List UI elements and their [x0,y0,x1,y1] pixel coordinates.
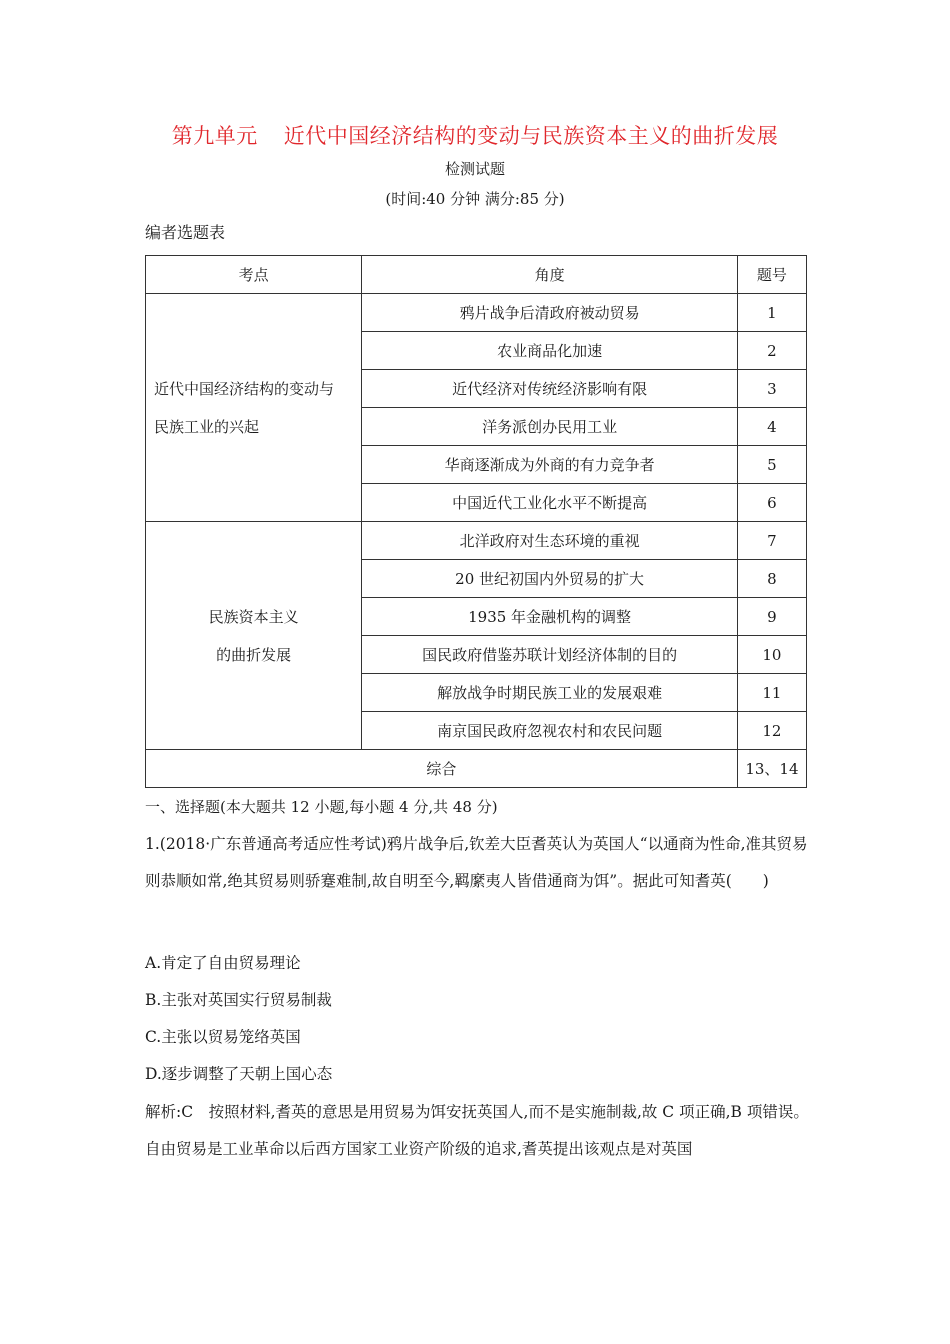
number-cell: 4 [737,408,806,446]
option-b: B.主张对英国实行贸易制裁 [145,991,332,1009]
option-d: D.逐步调整了天朝上国心态 [145,1065,333,1083]
unit-title: 近代中国经济结构的变动与民族资本主义的曲折发展 [283,124,779,148]
time-info: (时间:40 分钟 满分:85 分) [385,190,565,208]
header-topic: 考点 [146,256,362,294]
summary-label: 综合 [146,750,738,788]
number-cell: 8 [737,560,806,598]
number-cell: 10 [737,636,806,674]
summary-row [146,750,807,788]
angle-cell: 近代经济对传统经济影响有限 [362,370,738,408]
topic-line: 近代中国经济结构的变动与 [154,379,335,398]
angle-cell: 南京国民政府忽视农村和农民问题 [362,712,738,750]
angle-cell: 1935 年金融机构的调整 [362,598,738,636]
question-stem: 1.(2018·广东普通高考适应性考试)鸦片战争后,钦差大臣耆英认为英国人“以通商为性命,准其贸易则恭顺如常,绝其贸易则骄蹇难制,故自明至今,羁縻夷人皆借通商为饵”。据此可知耆英( ) [145,835,808,890]
table-header-row [146,256,807,294]
number-cell: 9 [737,598,806,636]
option-c: C.主张以贸易笼络英国 [145,1028,301,1046]
topic-line: 的曲折发展 [216,645,292,664]
unit-label: 第九单元 [171,124,258,148]
topic-cell-2 [146,522,362,750]
number-cell: 6 [737,484,806,522]
angle-cell: 洋务派创办民用工业 [362,408,738,446]
page-title [0,120,950,150]
analysis-text: 解析:C 按照材料,耆英的意思是用贸易为饵安抚英国人,而不是实施制裁,故 C 项正确,B 项错误。自由贸易是工业革命以后西方国家工业资产阶级的追求,耆英提出该观点是对英国 [145,1103,809,1158]
table-label: 编者选题表 [145,223,226,242]
angle-cell: 解放战争时期民族工业的发展艰难 [362,674,738,712]
number-cell: 12 [737,712,806,750]
number-cell: 11 [737,674,806,712]
option-a: A.肯定了自由贸易理论 [145,954,301,972]
header-number: 题号 [737,256,806,294]
angle-cell: 华商逐渐成为外商的有力竞争者 [362,446,738,484]
table-row [146,522,807,560]
number-cell: 3 [737,370,806,408]
topic-line: 民族工业的兴起 [154,417,260,436]
number-cell: 1 [737,294,806,332]
selection-table [145,255,807,788]
header-angle: 角度 [362,256,738,294]
angle-cell: 北洋政府对生态环境的重视 [362,522,738,560]
angle-cell: 20 世纪初国内外贸易的扩大 [362,560,738,598]
number-cell: 2 [737,332,806,370]
angle-cell: 国民政府借鉴苏联计划经济体制的目的 [362,636,738,674]
topic-cell-1 [146,294,362,522]
angle-cell: 农业商品化加速 [362,332,738,370]
subtitle: 检测试题 [444,160,505,178]
angle-cell: 鸦片战争后清政府被动贸易 [362,294,738,332]
number-cell: 5 [737,446,806,484]
section-heading: 一、选择题(本大题共 12 小题,每小题 4 分,共 48 分) [145,798,498,816]
number-cell: 7 [737,522,806,560]
angle-cell: 中国近代工业化水平不断提高 [362,484,738,522]
summary-number: 13、14 [737,750,806,788]
topic-line: 民族资本主义 [208,607,299,626]
table-row [146,294,807,332]
